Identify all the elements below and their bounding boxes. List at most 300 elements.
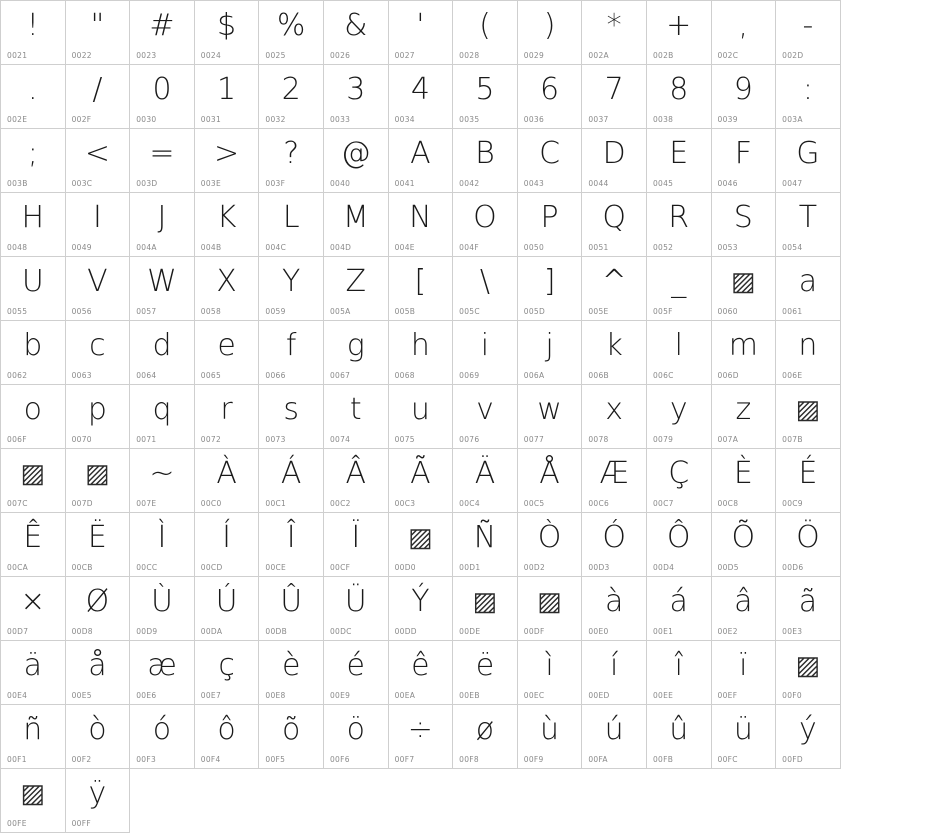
glyph-codepoint: 006E (782, 371, 803, 380)
glyph-codepoint: 00F4 (200, 755, 221, 764)
notdef-box-icon: ▨ (731, 267, 756, 297)
glyph-character: h (410, 328, 430, 363)
glyph-cell[interactable] (712, 321, 777, 385)
glyph-codepoint: 0052 (652, 243, 674, 252)
glyph-codepoint: 007D (71, 499, 93, 508)
glyph-character: 0 (152, 72, 172, 107)
glyph-codepoint: 0058 (200, 307, 222, 316)
glyph-cell[interactable] (130, 513, 195, 577)
glyph-cell[interactable] (259, 513, 324, 577)
glyph-character: U (21, 264, 44, 299)
glyph-codepoint: 0074 (329, 435, 351, 444)
glyph-cell[interactable] (259, 129, 324, 193)
glyph-cell[interactable] (647, 65, 712, 129)
glyph-cell[interactable] (1, 193, 66, 257)
glyph-character: $ (217, 8, 237, 43)
glyph-cell[interactable] (195, 641, 260, 705)
glyph-cell[interactable] (518, 321, 583, 385)
glyph-cell[interactable] (130, 321, 195, 385)
glyph-codepoint: 0078 (588, 435, 609, 444)
glyph-codepoint: 00EB (459, 691, 480, 700)
glyph-cell[interactable] (66, 449, 131, 513)
glyph-cell[interactable] (389, 321, 454, 385)
glyph-character: f (285, 328, 297, 363)
glyph-cell[interactable] (518, 449, 583, 513)
glyph-cell[interactable] (453, 577, 518, 641)
glyph-cell[interactable] (776, 257, 841, 321)
glyph-cell[interactable] (324, 65, 389, 129)
glyph-character: ü (733, 712, 753, 747)
glyph-cell[interactable] (389, 65, 454, 129)
glyph-cell[interactable] (389, 129, 454, 193)
glyph-cell[interactable] (518, 641, 583, 705)
glyph-character: % (276, 8, 306, 43)
glyph-cell[interactable] (776, 1, 841, 65)
glyph-cell[interactable] (712, 257, 777, 321)
glyph-cell[interactable] (647, 321, 712, 385)
glyph-codepoint: 0033 (329, 115, 351, 124)
glyph-character: " (90, 8, 105, 43)
glyph-cell[interactable] (195, 513, 260, 577)
glyph-character: ö (346, 712, 365, 747)
glyph-cell[interactable] (259, 257, 324, 321)
glyph-cell[interactable] (453, 65, 518, 129)
glyph-cell[interactable] (582, 513, 647, 577)
glyph-cell[interactable] (195, 705, 260, 769)
glyph-codepoint: 0072 (200, 435, 222, 444)
glyph-character: Ó (602, 520, 626, 555)
glyph-character: d (152, 328, 172, 363)
glyph-cell[interactable] (582, 705, 647, 769)
glyph-cell[interactable] (324, 577, 389, 641)
glyph-cell[interactable] (195, 257, 260, 321)
glyph-codepoint: 00F2 (71, 755, 92, 764)
glyph-codepoint: 00D5 (717, 563, 739, 572)
glyph-cell[interactable] (647, 513, 712, 577)
glyph-cell[interactable] (453, 449, 518, 513)
glyph-character: É (798, 456, 818, 491)
glyph-character: õ (281, 712, 301, 747)
glyph-cell[interactable] (324, 1, 389, 65)
notdef-box-icon: ▨ (85, 459, 110, 489)
glyph-cell[interactable] (712, 577, 777, 641)
glyph-codepoint: 002B (652, 51, 674, 60)
glyph-character: × (20, 584, 46, 619)
glyph-character: < (84, 136, 110, 171)
glyph-character: Ô (666, 520, 691, 555)
glyph-codepoint: 0055 (7, 307, 28, 316)
glyph-character: W (147, 264, 177, 299)
glyph-cell[interactable] (712, 129, 777, 193)
glyph-cell[interactable] (453, 321, 518, 385)
glyph-cell[interactable] (259, 321, 324, 385)
glyph-codepoint: 00FF (71, 819, 91, 828)
glyph-character: D (602, 136, 626, 171)
glyph-codepoint: 0073 (265, 435, 286, 444)
glyph-cell[interactable] (324, 129, 389, 193)
glyph-cell[interactable] (647, 1, 712, 65)
glyph-character: ; (27, 136, 38, 171)
glyph-character: v (476, 392, 494, 427)
glyph-codepoint: 0048 (7, 243, 28, 252)
glyph-cell[interactable] (1, 65, 66, 129)
glyph-cell[interactable] (389, 385, 454, 449)
glyph-cell[interactable] (582, 1, 647, 65)
glyph-codepoint: 0079 (652, 435, 674, 444)
glyph-cell[interactable] (712, 513, 777, 577)
glyph-character: s (283, 392, 299, 427)
glyph-cell[interactable] (324, 705, 389, 769)
glyph-character: ( (479, 8, 491, 43)
glyph-cell[interactable] (712, 193, 777, 257)
glyph-cell[interactable] (582, 65, 647, 129)
glyph-cell[interactable] (776, 449, 841, 513)
glyph-cell[interactable] (582, 129, 647, 193)
glyph-cell[interactable] (130, 641, 195, 705)
notdef-box-icon: ▨ (408, 523, 433, 553)
glyph-character: n (798, 328, 818, 363)
glyph-cell[interactable] (195, 65, 260, 129)
glyph-codepoint: 0027 (394, 51, 415, 60)
glyph-codepoint: 0042 (459, 179, 480, 188)
glyph-cell[interactable] (324, 321, 389, 385)
glyph-cell[interactable] (389, 193, 454, 257)
glyph-codepoint: 00C8 (717, 499, 739, 508)
glyph-cell[interactable] (324, 641, 389, 705)
glyph-character: â (734, 584, 753, 619)
glyph-cell[interactable] (259, 1, 324, 65)
glyph-cell[interactable] (453, 129, 518, 193)
glyph-cell[interactable] (776, 513, 841, 577)
glyph-codepoint: 00DA (200, 627, 223, 636)
glyph-character: Î (286, 520, 296, 555)
glyph-cell[interactable] (130, 1, 195, 65)
glyph-character: Õ (731, 520, 756, 555)
glyph-cell[interactable] (518, 193, 583, 257)
glyph-cell[interactable] (130, 65, 195, 129)
glyph-codepoint: 003F (265, 179, 286, 188)
glyph-character: Ò (537, 520, 562, 555)
notdef-box-icon: ▨ (795, 651, 821, 681)
glyph-cell[interactable] (776, 577, 841, 641)
glyph-codepoint: 0043 (523, 179, 545, 188)
glyph-cell[interactable] (518, 129, 583, 193)
glyph-codepoint: 0028 (459, 51, 480, 60)
glyph-character: Ñ (473, 520, 497, 555)
glyph-character: . (28, 72, 38, 107)
glyph-cell[interactable] (647, 705, 712, 769)
glyph-codepoint: 00CF (329, 563, 351, 572)
glyph-cell[interactable] (66, 705, 131, 769)
glyph-cell[interactable] (66, 321, 131, 385)
glyph-cell[interactable] (389, 705, 454, 769)
glyph-character: 8 (669, 72, 689, 107)
glyph-cell[interactable] (195, 385, 260, 449)
glyph-character: S (733, 200, 753, 235)
glyph-cell[interactable] (1, 385, 66, 449)
glyph-cell[interactable] (195, 193, 260, 257)
glyph-cell[interactable] (324, 193, 389, 257)
glyph-cell[interactable] (776, 129, 841, 193)
glyph-cell[interactable] (453, 705, 518, 769)
glyph-cell[interactable] (518, 65, 583, 129)
glyph-codepoint: 004D (329, 243, 352, 252)
glyph-codepoint: 00C7 (652, 499, 674, 508)
glyph-cell[interactable] (259, 577, 324, 641)
glyph-character: ^ (601, 264, 627, 299)
glyph-character: P (540, 200, 559, 235)
glyph-codepoint: 00CE (265, 563, 287, 572)
glyph-character: R (668, 200, 690, 235)
glyph-character: + (666, 8, 692, 43)
glyph-character: V (87, 264, 108, 299)
glyph-cell[interactable] (776, 705, 841, 769)
glyph-cell[interactable] (130, 193, 195, 257)
glyph-cell[interactable] (259, 193, 324, 257)
glyph-cell[interactable] (66, 769, 131, 833)
glyph-cell[interactable] (582, 385, 647, 449)
glyph-codepoint: 00E7 (200, 691, 222, 700)
glyph-codepoint: 00EE (652, 691, 674, 700)
glyph-cell[interactable] (195, 577, 260, 641)
glyph-character: Ö (796, 520, 820, 555)
glyph-cell[interactable] (518, 705, 583, 769)
glyph-character: Ç (668, 456, 690, 491)
glyph-codepoint: 00C3 (394, 499, 416, 508)
glyph-cell[interactable] (389, 513, 454, 577)
glyph-character: 6 (540, 72, 560, 107)
glyph-character: ú (604, 712, 624, 747)
glyph-codepoint: 0070 (71, 435, 92, 444)
glyph-codepoint: 0065 (200, 371, 222, 380)
glyph-cell[interactable] (453, 257, 518, 321)
glyph-codepoint: 0030 (136, 115, 157, 124)
glyph-codepoint: 0044 (588, 179, 609, 188)
glyph-cell[interactable] (453, 193, 518, 257)
glyph-cell[interactable] (389, 257, 454, 321)
glyph-codepoint: 00CA (7, 563, 29, 572)
glyph-character: E (669, 136, 689, 171)
notdef-box-icon: ▨ (20, 459, 46, 489)
glyph-cell[interactable] (518, 577, 583, 641)
glyph-character: ë (475, 648, 495, 683)
glyph-cell[interactable] (259, 65, 324, 129)
glyph-cell[interactable] (66, 513, 131, 577)
glyph-cell[interactable] (66, 257, 131, 321)
glyph-character: í (609, 648, 619, 683)
glyph-character: î (674, 648, 683, 683)
glyph-codepoint: 0024 (200, 51, 222, 60)
glyph-cell[interactable] (130, 449, 195, 513)
glyph-cell[interactable] (647, 449, 712, 513)
glyph-cell[interactable] (647, 385, 712, 449)
glyph-codepoint: 005E (588, 307, 609, 316)
glyph-cell[interactable] (1, 641, 66, 705)
glyph-cell[interactable] (130, 385, 195, 449)
glyph-codepoint: 0056 (71, 307, 92, 316)
glyph-codepoint: 00D0 (394, 563, 416, 572)
glyph-cell[interactable] (712, 385, 777, 449)
glyph-cell[interactable] (324, 385, 389, 449)
glyph-character: [ (414, 264, 427, 299)
glyph-cell[interactable] (259, 449, 324, 513)
glyph-cell[interactable] (712, 65, 777, 129)
glyph-cell[interactable] (712, 641, 777, 705)
glyph-codepoint: 0059 (265, 307, 286, 316)
glyph-cell[interactable] (453, 513, 518, 577)
glyph-character: ~ (149, 456, 175, 491)
glyph-cell[interactable] (66, 641, 131, 705)
glyph-codepoint: 00DC (329, 627, 352, 636)
glyph-cell[interactable] (582, 193, 647, 257)
glyph-character: À (216, 456, 237, 491)
glyph-cell[interactable] (647, 257, 712, 321)
glyph-character: Ï (351, 520, 361, 555)
glyph-codepoint: 00EA (394, 691, 416, 700)
glyph-cell[interactable] (582, 577, 647, 641)
glyph-character: p (87, 392, 107, 427)
glyph-character: : (802, 72, 813, 107)
glyph-cell[interactable] (1, 513, 66, 577)
glyph-character: O (473, 200, 497, 235)
glyph-cell[interactable] (1, 705, 66, 769)
glyph-codepoint: 00F6 (329, 755, 350, 764)
glyph-cell[interactable] (389, 577, 454, 641)
glyph-cell[interactable] (776, 193, 841, 257)
glyph-cell[interactable] (130, 577, 195, 641)
glyph-character: a (798, 264, 818, 299)
glyph-character: ä (23, 648, 42, 683)
glyph-cell[interactable] (66, 1, 131, 65)
glyph-cell[interactable] (259, 705, 324, 769)
glyph-cell[interactable] (389, 1, 454, 65)
glyph-character: ø (475, 712, 495, 747)
glyph-codepoint: 00D6 (782, 563, 804, 572)
glyph-codepoint: 00F5 (265, 755, 286, 764)
glyph-cell[interactable] (324, 449, 389, 513)
glyph-cell[interactable] (1, 1, 66, 65)
glyph-codepoint: 00FB (652, 755, 674, 764)
glyph-cell[interactable] (518, 513, 583, 577)
glyph-cell[interactable] (259, 641, 324, 705)
glyph-cell[interactable] (453, 1, 518, 65)
glyph-cell[interactable] (647, 577, 712, 641)
glyph-character: ç (218, 648, 235, 683)
glyph-codepoint: 0050 (523, 243, 545, 252)
glyph-character: Û (280, 584, 303, 619)
glyph-codepoint: 0029 (523, 51, 545, 60)
glyph-cell[interactable] (518, 257, 583, 321)
glyph-character: u (410, 392, 430, 427)
glyph-cell[interactable] (518, 385, 583, 449)
glyph-codepoint: 00E2 (717, 627, 738, 636)
notdef-box-icon: ▨ (472, 587, 498, 617)
glyph-character: c (89, 328, 106, 363)
glyph-cell[interactable] (389, 641, 454, 705)
glyph-codepoint: 0061 (782, 307, 803, 316)
glyph-cell[interactable] (1, 129, 66, 193)
glyph-cell[interactable] (1, 257, 66, 321)
glyph-cell[interactable] (66, 577, 131, 641)
glyph-cell[interactable] (1, 769, 66, 833)
glyph-cell[interactable] (776, 385, 841, 449)
glyph-cell[interactable] (582, 257, 647, 321)
glyph-character: z (735, 392, 752, 427)
glyph-character: Ù (151, 584, 173, 619)
glyph-cell[interactable] (776, 641, 841, 705)
glyph-cell[interactable] (647, 641, 712, 705)
glyph-cell[interactable] (195, 321, 260, 385)
glyph-character: ÷ (407, 712, 433, 747)
glyph-cell[interactable] (195, 1, 260, 65)
glyph-codepoint: 00E6 (136, 691, 157, 700)
glyph-cell[interactable] (582, 321, 647, 385)
glyph-cell[interactable] (66, 129, 131, 193)
glyph-cell[interactable] (259, 385, 324, 449)
glyph-codepoint: 0032 (265, 115, 286, 124)
glyph-character: 4 (410, 72, 430, 107)
glyph-codepoint: 00EC (523, 691, 545, 700)
glyph-cell[interactable] (324, 257, 389, 321)
glyph-character: m (728, 328, 758, 363)
glyph-codepoint: 00F0 (782, 691, 802, 700)
glyph-cell[interactable] (453, 385, 518, 449)
glyph-character: Ä (474, 456, 496, 491)
glyph-character: \ (479, 264, 490, 299)
glyph-cell[interactable] (647, 129, 712, 193)
glyph-codepoint: 0025 (265, 51, 286, 60)
glyph-character: = (149, 136, 175, 171)
glyph-cell[interactable] (712, 449, 777, 513)
glyph-character: é (346, 648, 365, 683)
glyph-cell[interactable] (776, 65, 841, 129)
glyph-codepoint: 0034 (394, 115, 415, 124)
glyph-cell[interactable] (776, 321, 841, 385)
glyph-codepoint: 00F8 (459, 755, 479, 764)
glyph-cell[interactable] (582, 641, 647, 705)
glyph-cell[interactable] (582, 449, 647, 513)
glyph-cell[interactable] (518, 1, 583, 65)
glyph-cell[interactable] (1, 449, 66, 513)
glyph-cell[interactable] (195, 449, 260, 513)
glyph-character: _ (671, 264, 687, 299)
glyph-cell[interactable] (130, 129, 195, 193)
glyph-codepoint: 0062 (7, 371, 28, 380)
glyph-cell[interactable] (647, 193, 712, 257)
glyph-cell[interactable] (130, 257, 195, 321)
glyph-cell[interactable] (66, 385, 131, 449)
glyph-cell[interactable] (453, 641, 518, 705)
glyph-cell[interactable] (66, 193, 131, 257)
glyph-cell[interactable] (66, 65, 131, 129)
glyph-cell[interactable] (1, 321, 66, 385)
glyph-codepoint: 005B (394, 307, 416, 316)
glyph-codepoint: 0075 (394, 435, 415, 444)
glyph-codepoint: 005C (459, 307, 480, 316)
glyph-cell[interactable] (130, 705, 195, 769)
glyph-cell[interactable] (324, 513, 389, 577)
glyph-cell[interactable] (712, 1, 777, 65)
glyph-character: 3 (346, 72, 366, 107)
glyph-character: r (220, 392, 233, 427)
glyph-codepoint: 00D7 (7, 627, 29, 636)
glyph-codepoint: 0039 (717, 115, 738, 124)
glyph-character: ? (283, 136, 300, 171)
glyph-cell[interactable] (712, 705, 777, 769)
glyph-cell[interactable] (389, 449, 454, 513)
glyph-cell[interactable] (1, 577, 66, 641)
glyph-cell[interactable] (195, 129, 260, 193)
